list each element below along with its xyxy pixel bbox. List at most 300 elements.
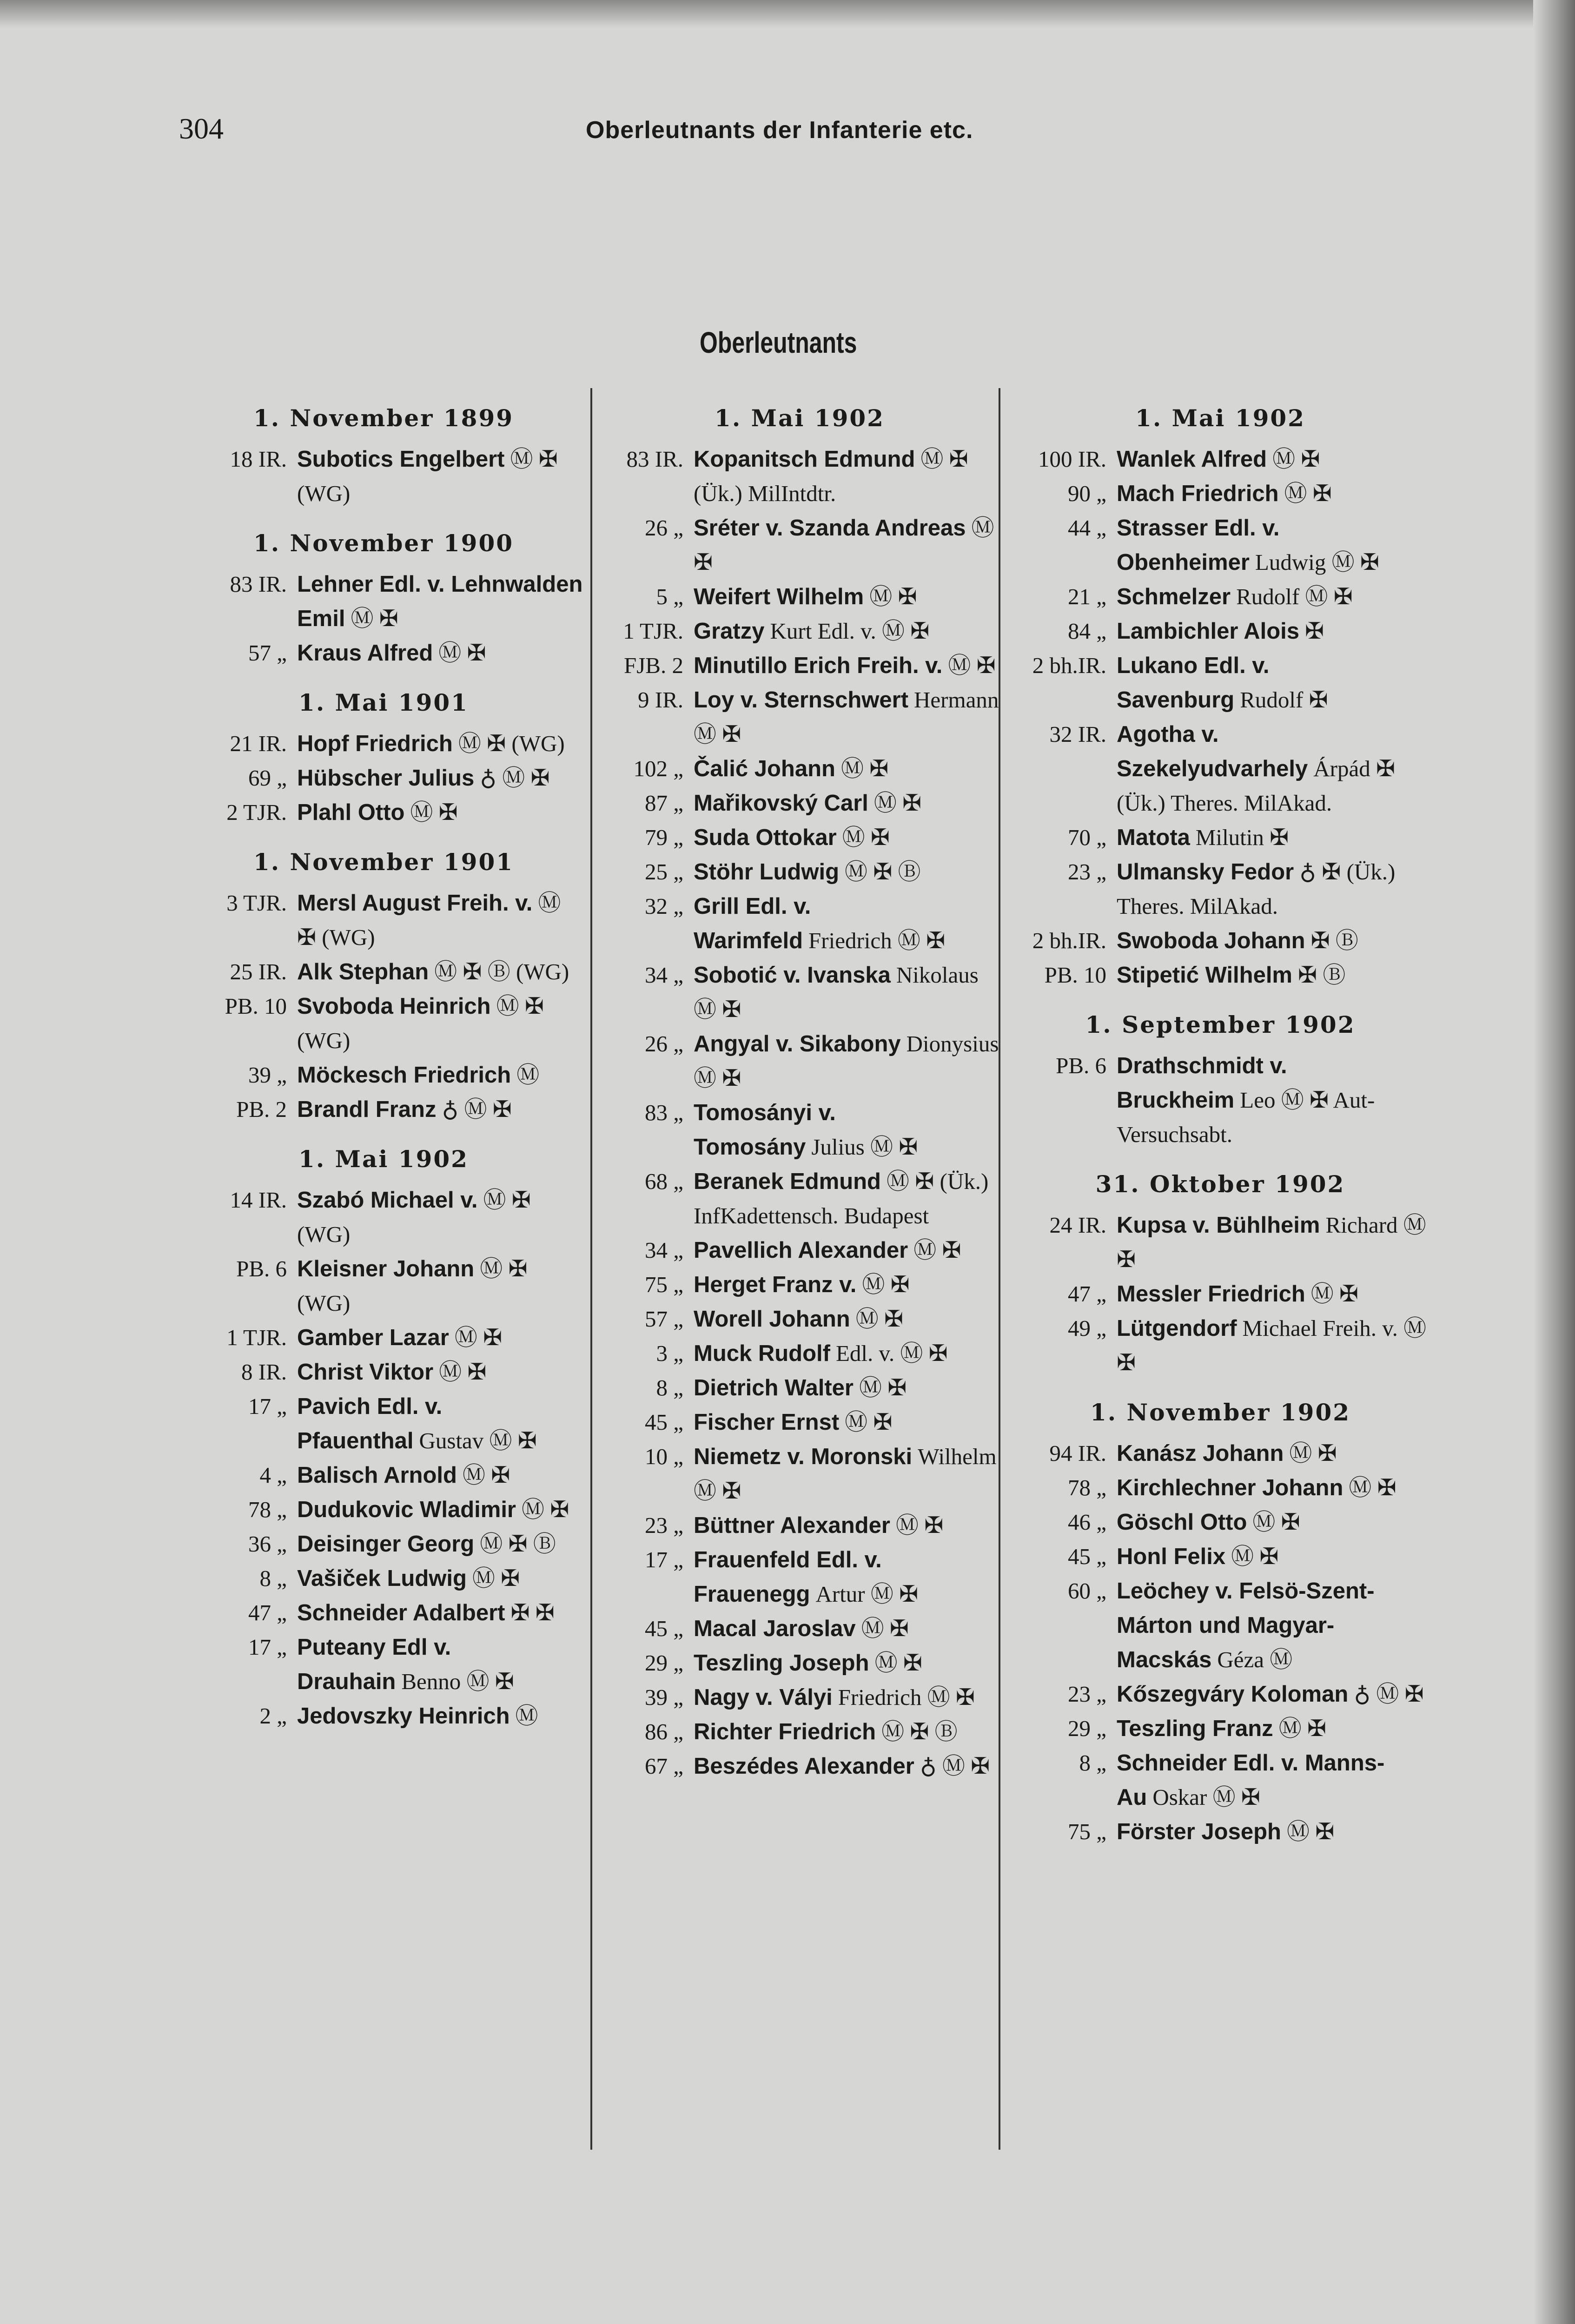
officer-name: Deisinger Georg [297,1532,475,1557]
officer-entry [184,1596,583,1630]
entry-text [287,955,583,989]
entry-text [683,1543,999,1611]
entry-details: Árpád ✠ (Ük.) Theres. MilAkad. [1117,756,1396,816]
entry-text [1106,580,1429,614]
unit-label: 17 „ [248,1634,287,1660]
officer-entry [600,820,999,855]
date-heading: 1. Mai 1901 [298,689,469,716]
scan-edge-right [1533,0,1575,2324]
unit-label: 21 „ [1068,584,1106,609]
entry-details: Ⓜ ✠ [1252,1509,1300,1535]
entry-details: Ⓜ ✠ [454,1325,503,1350]
unit-label: 29 „ [1068,1716,1106,1741]
officer-entry [184,442,583,511]
officer-name: Lukano Edl. v. Savenburg [1117,653,1270,713]
entry-text [287,1561,583,1596]
entry-details: Ⓜ ✠ Ⓑ [881,1719,958,1744]
officer-name: Kraus Alfred [297,640,433,666]
officer-name: Suda Ottokar [694,825,837,850]
officer-name: Wanlek Alfred [1117,447,1267,472]
officer-entry [184,1389,583,1458]
officer-name: Pavellich Alexander [694,1238,908,1263]
entry-details: Milutin ✠ [1195,825,1289,850]
unit-label: 21 IR. [230,731,287,756]
entry-text [287,1527,583,1561]
entry-text [683,1302,999,1336]
unit-label: 49 „ [1068,1315,1106,1341]
unit-label: 17 „ [248,1393,287,1419]
entry-text [287,1092,583,1127]
unit-label: 34 „ [645,962,683,988]
date-heading: 1. September 1902 [1085,1011,1356,1038]
entry-text [683,1268,999,1302]
officer-name: Lehner Edl. v. Lehnwalden Emil [297,572,583,631]
entry-text [287,761,583,795]
date-heading: 1. November 1899 [253,404,514,432]
unit-label: PB. 2 [236,1096,287,1122]
unit-label: 68 „ [645,1169,683,1194]
column-left [184,404,583,1733]
officer-entry [1011,1208,1429,1277]
entry-details: Ⓜ ✠ [1284,481,1332,506]
entry-details: Michael Freih. v. Ⓜ ✠ [1117,1315,1427,1375]
officer-name: Vašiček Ludwig [297,1566,467,1591]
officer-entry [1011,1746,1429,1815]
entry-details: Ⓜ ✠ [861,1616,909,1641]
column-right [1011,404,1429,1849]
officer-entry [184,1699,583,1733]
entry-details: Ⓜ ✠ [1310,1281,1359,1307]
entry-details: Ⓜ ✠ (WG) [297,1256,528,1316]
entry-text [683,683,999,752]
entry-details: Ⓜ [515,1703,538,1729]
unit-label: PB. 10 [225,993,287,1019]
officer-name: Schmelzer [1117,584,1231,609]
entry-text [287,1492,583,1527]
entry-details: Rudolf ✠ [1240,687,1328,713]
date-heading: 1. November 1902 [1090,1399,1351,1426]
entry-text [683,820,999,855]
officer-name: Matota [1117,825,1190,850]
officer-entry [184,1630,583,1699]
unit-label: 4 „ [259,1462,287,1488]
entry-text [287,1458,583,1492]
entry-details: Ⓜ ✠ (WG) [297,993,544,1053]
entry-details: Ⓜ ✠ [694,515,994,575]
unit-label: 2 bh.IR. [1032,653,1106,678]
entry-details: Richard Ⓜ ✠ [1117,1212,1426,1272]
entry-text [1106,855,1429,924]
entry-text [1106,1277,1429,1311]
unit-label: PB. 6 [1056,1053,1106,1078]
entry-text [1106,1049,1429,1152]
unit-label: 75 „ [1068,1819,1106,1844]
officer-name: Förster Joseph [1117,1819,1281,1844]
entry-details: Friedrich Ⓜ ✠ [808,928,946,953]
unit-label: 94 IR. [1049,1440,1106,1466]
officer-entry [1011,1471,1429,1505]
officer-name: Loy v. Sternschwert [694,687,909,713]
officer-name: Gamber Lazar [297,1325,449,1350]
officer-entry [600,580,999,614]
unit-label: 26 „ [645,1031,683,1056]
unit-label: 26 „ [645,515,683,541]
unit-label: 2 TJR. [226,799,287,825]
officer-entry [600,958,999,1027]
entry-text [683,1096,999,1164]
entry-details: ♁ Ⓜ ✠ [920,1753,990,1779]
entry-text [287,442,583,511]
entry-text [287,1630,583,1699]
unit-label: 83 IR. [230,571,287,597]
entry-details: Géza Ⓜ [1217,1647,1293,1672]
officer-entry [600,1611,999,1646]
officer-entry [600,752,999,786]
unit-label: 46 „ [1068,1509,1106,1535]
entry-text [1106,476,1429,511]
officer-name: Dudukovic Wladimir [297,1497,516,1522]
officer-name: Minutillo Erich Freih. v. [694,653,943,678]
officer-entry [600,1096,999,1164]
entry-text [287,886,583,955]
entry-details: ✠ Ⓑ [1298,962,1346,988]
officer-entry [600,1749,999,1783]
entry-details: Ⓜ ✠ Ⓑ (WG) [434,959,569,984]
entry-details: Ⓜ ✠ (WG) [297,890,561,950]
officer-entry [184,1527,583,1561]
unit-label: 39 „ [645,1684,683,1710]
entry-details: Ⓜ ✠ (WG) [458,731,565,756]
officer-name: Muck Rudolf [694,1341,830,1366]
officer-entry [184,1252,583,1320]
officer-entry [184,726,583,761]
entry-details: Ⓜ ✠ [874,1650,922,1676]
unit-label: PB. 10 [1044,962,1106,988]
unit-label: 2 „ [259,1703,287,1729]
officer-name: Stöhr Ludwig [694,859,839,885]
officer-entry [184,955,583,989]
officer-name: Teszling Joseph [694,1651,869,1676]
officer-entry [1011,924,1429,958]
officer-name: Richter Friedrich [694,1719,876,1744]
officer-name: Tomosányi v. Tomosány [694,1100,836,1160]
officer-entry [1011,476,1429,511]
entry-text [1106,511,1429,580]
officer-entry [600,648,999,683]
unit-label: 34 „ [645,1237,683,1263]
unit-label: 45 „ [1068,1544,1106,1569]
entry-text [683,1715,999,1749]
entry-text [287,1596,583,1630]
unit-label: 39 „ [248,1062,287,1088]
officer-entry [1011,442,1429,476]
officer-entry [1011,1815,1429,1849]
unit-label: FJB. 2 [623,653,683,678]
officer-name: Nagy v. Vályi [694,1685,833,1710]
officer-name: Kleisner Johann [297,1256,475,1281]
entry-details: Ⓜ ✠ [845,1409,893,1435]
officer-entry [600,1027,999,1096]
officer-entry [1011,648,1429,717]
unit-label: 57 „ [248,640,287,666]
entry-details: Friedrich Ⓜ ✠ [838,1684,975,1710]
entry-text [287,989,583,1058]
entry-details: Ⓜ ✠ [895,1512,944,1538]
entry-details: Hermann Ⓜ ✠ [694,687,999,747]
officer-name: Kanász Johann [1117,1441,1284,1466]
officer-name: Brandl Franz [297,1097,437,1122]
entry-details: Ⓜ ✠ (Ük.) MilIntdtr. [694,446,968,506]
entry-details: Ⓜ ✠ [472,1565,520,1591]
officer-name: Hopf Friedrich [297,731,453,756]
entry-text [683,1508,999,1543]
officer-entry [600,1302,999,1336]
officer-entry [184,1561,583,1596]
officer-name: Herget Franz v. [694,1272,857,1297]
officer-entry [1011,958,1429,992]
officer-name: Alk Stephan [297,959,429,984]
entry-details: Ⓜ ✠ [1349,1475,1396,1500]
officer-name: Plahl Otto [297,800,405,825]
officer-entry [600,1543,999,1611]
officer-name: Strasser Edl. v. Obenheimer [1117,515,1280,575]
officer-entry [600,442,999,511]
officer-name: Mařikovský Carl [694,791,868,816]
officer-name: Mach Friedrich [1117,481,1279,506]
officer-name: Drathschmidt v. Bruckheim [1117,1053,1287,1113]
unit-label: 32 „ [645,893,683,919]
entry-text [683,648,999,683]
officer-entry [1011,1436,1429,1471]
officer-entry [600,889,999,958]
entry-text [683,889,999,958]
unit-label: 100 IR. [1038,446,1106,472]
officer-name: Szabó Michael v. [297,1188,478,1213]
entry-text [683,1749,999,1783]
entry-text [1106,1436,1429,1471]
unit-label: 25 IR. [230,959,287,984]
entry-text [683,1027,999,1096]
entry-details: ♁ Ⓜ ✠ [442,1096,512,1122]
officer-name: Kőszegváry Koloman [1117,1682,1349,1707]
entry-text [683,1405,999,1439]
entry-details: Ⓜ ✠ (WG) [297,446,558,506]
entry-details: Ⓜ ✠ Ⓑ [845,859,921,885]
officer-entry [1011,1049,1429,1152]
officer-entry [600,1233,999,1268]
unit-label: 8 IR. [241,1359,287,1385]
officer-name: Sréter v. Szanda Andreas [694,515,966,541]
officer-entry [600,1268,999,1302]
unit-label: 3 „ [656,1340,683,1366]
entry-details: Edl. v. Ⓜ ✠ [835,1340,948,1366]
entry-text [1106,1539,1429,1574]
officer-name: Büttner Alexander [694,1513,890,1538]
entry-text [287,1183,583,1252]
officer-name: Ulmansky Fedor [1117,859,1294,885]
entry-details: ✠ ✠ [510,1600,555,1625]
column-middle [600,404,999,1783]
unit-label: 69 „ [248,765,287,791]
officer-entry [1011,1505,1429,1539]
entry-details: Ⓜ ✠ [1272,446,1320,472]
entry-text [1106,820,1429,855]
officer-entry [184,1058,583,1092]
officer-name: Balisch Arnold [297,1463,457,1488]
unit-label: 57 „ [645,1306,683,1332]
officer-name: Beszédes Alexander [694,1754,914,1779]
entry-details: Ⓜ ✠ [439,1359,487,1385]
entry-text [683,958,999,1027]
entry-text [683,1371,999,1405]
running-head: Oberleutnants der Infanterie etc. [586,117,973,144]
entry-details: Artur Ⓜ ✠ [815,1581,919,1607]
officer-name: Agotha v. Szekelyudvarhely [1117,722,1308,781]
entry-text [1106,1574,1429,1677]
officer-name: Möckesch Friedrich [297,1063,511,1088]
officer-entry [1011,820,1429,855]
entry-details: Ⓜ ✠ [1289,1440,1337,1466]
officer-entry [600,855,999,889]
officer-name: Puteany Edl v. Drauhain [297,1635,451,1694]
date-heading: 1. Mai 1902 [1135,404,1305,432]
officer-name: Sobotić v. Ivanska [694,963,891,988]
unit-label: 75 „ [645,1272,683,1297]
officer-entry [184,1492,583,1527]
officer-name: Niemetz v. Moronski [694,1444,913,1469]
unit-label: 14 IR. [230,1187,287,1213]
column-rule [590,388,592,2150]
unit-label: 87 „ [645,790,683,816]
entry-details: Ⓜ ✠ [869,584,917,609]
officer-name: Kupsa v. Bühlheim [1117,1213,1320,1238]
officer-entry [600,614,999,648]
officer-entry [184,1320,583,1355]
entry-text [683,580,999,614]
date-heading: 1. Mai 1902 [298,1145,469,1173]
entry-details: Ⓜ [516,1062,540,1088]
entry-details: Ⓜ ✠ (WG) [297,1187,531,1247]
unit-label: 70 „ [1068,825,1106,850]
entry-details: Oskar Ⓜ ✠ [1152,1784,1260,1810]
unit-label: 18 IR. [230,446,287,472]
officer-entry [184,795,583,830]
entry-details: Kurt Edl. v. Ⓜ ✠ [770,618,930,644]
date-heading: 1. Mai 1902 [715,404,885,432]
entry-details: Ⓜ ✠ Ⓑ [480,1531,556,1557]
officer-entry [600,1680,999,1715]
entry-details: Ⓜ ✠ [840,756,889,781]
entry-details: Dionysius Ⓜ ✠ [694,1031,999,1091]
officer-entry [184,1355,583,1389]
entry-details: ♁ Ⓜ ✠ [1354,1681,1424,1707]
officer-entry [1011,1711,1429,1746]
entry-details: Benno Ⓜ ✠ [401,1669,514,1694]
unit-label: 24 IR. [1049,1212,1106,1238]
entry-details: Ⓜ ✠ (Ük.) InfKadettensch. Budapest [694,1169,989,1228]
unit-label: 83 IR. [626,446,683,472]
entry-text [1106,1815,1429,1849]
unit-label: 45 „ [645,1616,683,1641]
entry-text [1106,717,1429,820]
entry-text [1106,958,1429,992]
officer-name: Weifert Wilhelm [694,584,864,609]
entry-text [683,1164,999,1233]
unit-label: 36 „ [248,1531,287,1557]
officer-name: Gratzy [694,619,765,644]
officer-entry [184,1092,583,1127]
entry-details: ✠ [1305,618,1324,644]
entry-details: Ⓜ ✠ [438,640,486,666]
entry-text [287,636,583,670]
officer-name: Göschl Otto [1117,1510,1247,1535]
entry-text [1106,614,1429,648]
officer-entry [1011,855,1429,924]
unit-label: 23 „ [645,1512,683,1538]
unit-label: 1 TJR. [226,1325,287,1350]
unit-label: 5 „ [656,584,683,609]
officer-name: Svoboda Heinrich [297,994,491,1019]
officer-entry [1011,1677,1429,1711]
unit-label: PB. 6 [236,1256,287,1281]
unit-label: 25 „ [645,859,683,885]
unit-label: 60 „ [1068,1578,1106,1604]
officer-entry [184,1458,583,1492]
entry-text [683,1646,999,1680]
officer-entry [600,1439,999,1508]
unit-label: 47 „ [248,1600,287,1625]
entry-details: Ⓜ ✠ [948,653,996,678]
entry-details: Ⓜ ✠ [1231,1544,1279,1569]
unit-label: 86 „ [645,1719,683,1744]
unit-label: 90 „ [1068,481,1106,506]
unit-label: 1 TJR. [623,618,683,644]
entry-text [1106,1711,1429,1746]
unit-label: 83 „ [645,1100,683,1125]
unit-label: 3 TJR. [226,890,287,916]
unit-label: 45 „ [645,1409,683,1435]
officer-entry [600,1646,999,1680]
entry-text [287,1320,583,1355]
entry-text [683,855,999,889]
entry-details: Ⓜ ✠ [859,1375,907,1400]
entry-text [683,1439,999,1508]
officer-name: Lambichler Alois [1117,619,1300,644]
entry-text [287,1389,583,1458]
officer-name: Messler Friedrich [1117,1281,1305,1307]
officer-entry [600,683,999,752]
officer-entry [1011,1277,1429,1311]
entry-details: Ⓜ ✠ [862,1272,910,1297]
officer-name: Jedovszky Heinrich [297,1703,510,1729]
entry-details: Ⓜ ✠ [842,825,890,850]
officer-entry [600,786,999,820]
entry-details: Ludwig Ⓜ ✠ [1255,549,1379,575]
unit-label: 102 „ [633,756,683,781]
unit-label: 47 „ [1068,1281,1106,1307]
officer-name: Schneider Edl. v. Manns-Au [1117,1750,1385,1810]
officer-entry [184,567,583,636]
entry-text [287,1699,583,1733]
unit-label: 8 „ [259,1565,287,1591]
entry-details: Leo Ⓜ ✠ Aut-Versuchsabt. [1117,1087,1375,1147]
unit-label: 67 „ [645,1753,683,1779]
officer-entry [1011,511,1429,580]
officer-entry [600,511,999,580]
officer-name: Subotics Engelbert [297,447,505,472]
officer-entry [1011,614,1429,648]
entry-details: Julius Ⓜ ✠ [811,1134,918,1160]
